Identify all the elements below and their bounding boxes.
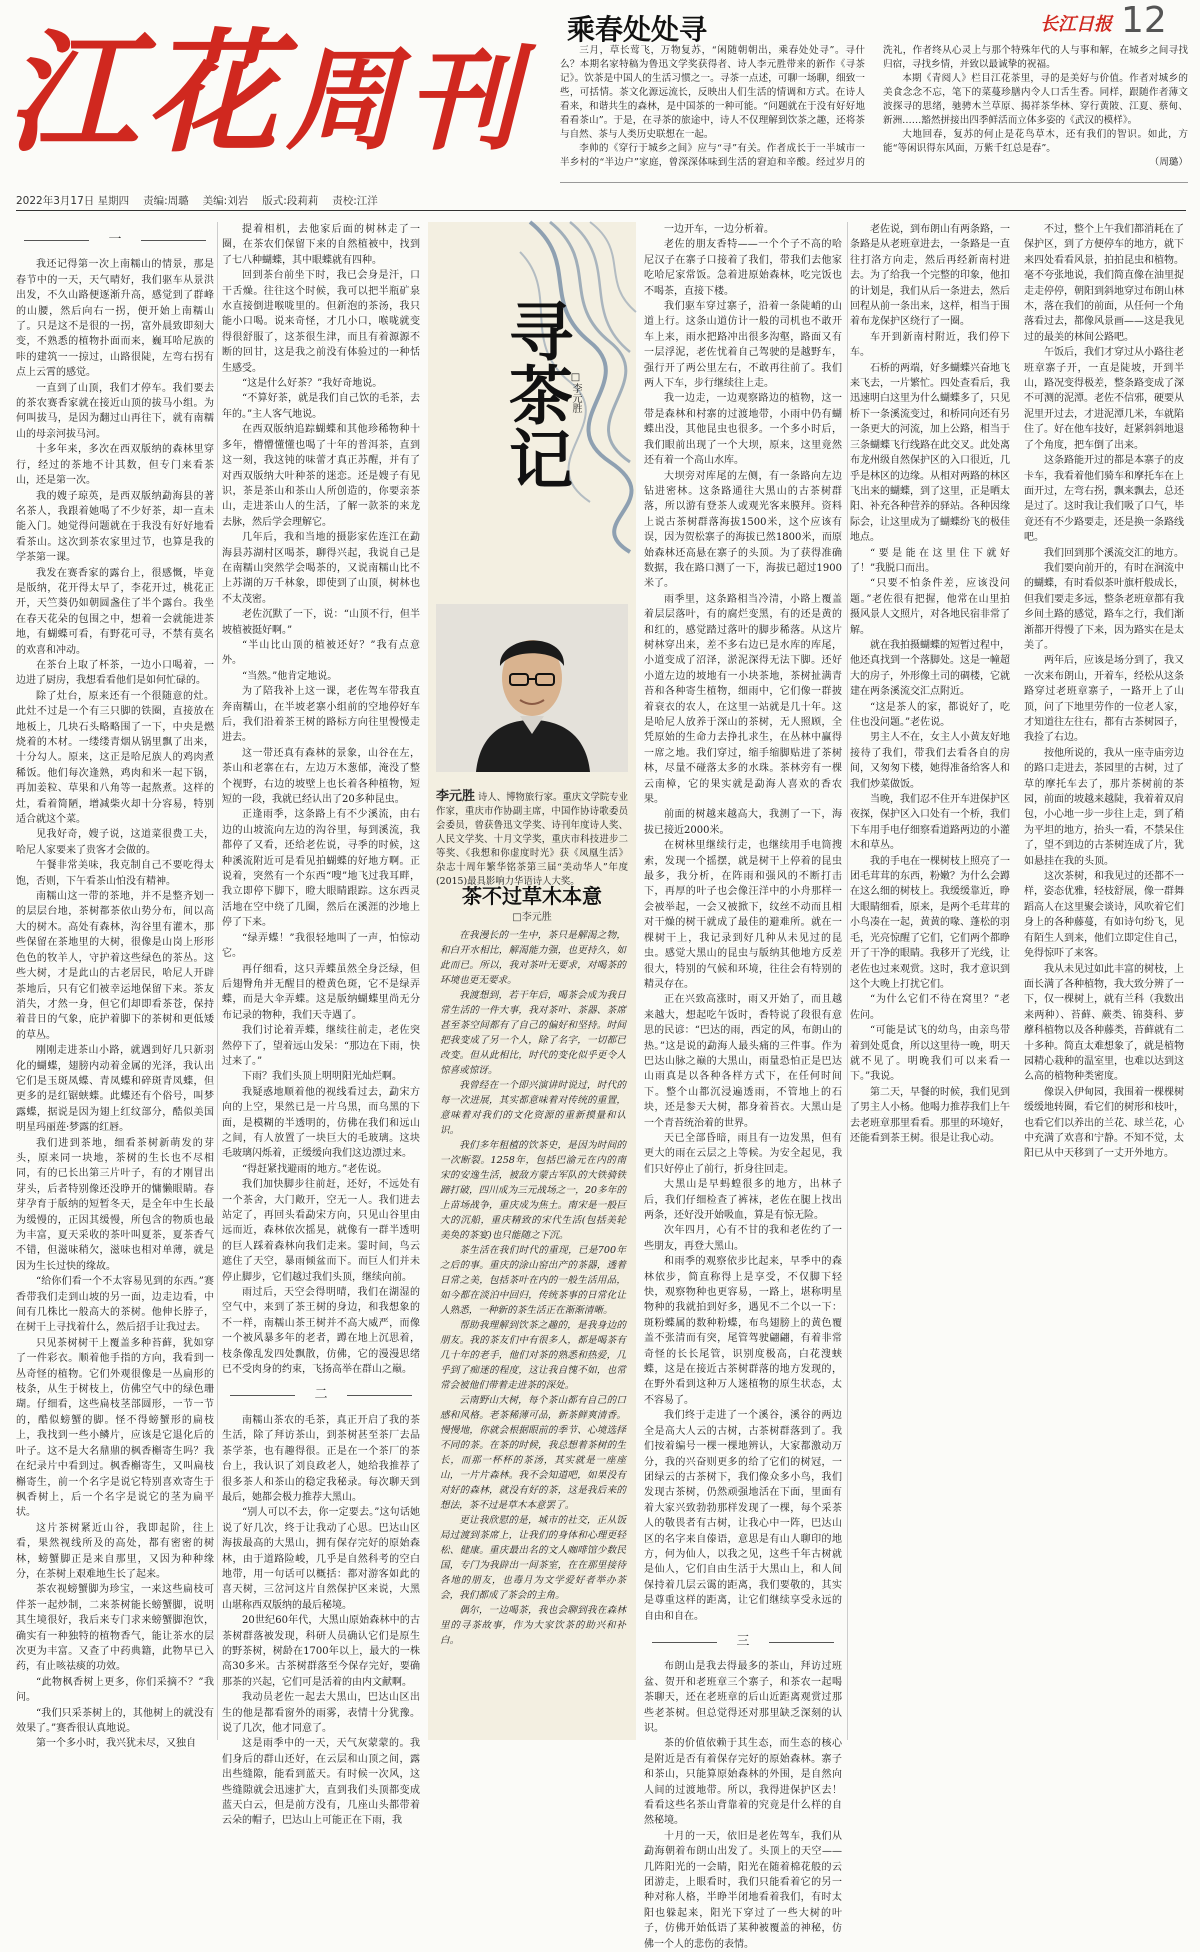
paragraph: 我们进到茶地，细看茶树新萌发的芽头，原来同一块地，茶树的生长也不尽相同，有的已长出第三片叶子，有的才刚冒出芽头，后者特别像还没睁开的慵懒眼睛。春芽孕育于版纳的短暂冬天，是全年中生长最为缓慢的，正因其缓慢，所包含的物质也最为丰富，夏天采收的茶叶叫夏茶，夏茶香气不错，但滋味稍欠，滋味也相对单薄，就是因为生长过快的缘故。 bbox=[16, 1137, 214, 1272]
paragraph: “可能是试飞的幼鸟，由亲鸟带着到处觅食，所以这里待一晚，明天就不见了。明晚我们可以来看一下。”我说。 bbox=[850, 1025, 1010, 1083]
paragraph: 我们讨论着弄蝶，继续往前走，老佐突然停下了，望着远山发呆：“那边在下雨，快过来了。” bbox=[222, 1025, 420, 1067]
paragraph: 一边开车，一边分析着。 bbox=[664, 224, 774, 235]
paragraph: 更让我欣慰的是，城市的社交，正从饭局过渡到茶席上，让我们的身体和心理更轻松、健康。重庆最出名的文人咖啡馆少数民国，专门为我辟出一间茶室，在在那里接待各地的朋友，也毒月为文学爱好者举办茶会，我们都成了茶会的主角。 bbox=[440, 1515, 626, 1601]
issue-date: 2022年3月17日 星期四 bbox=[16, 194, 130, 207]
paragraph: 见我好奇，嫂子说，这道菜很费工夫，哈尼人家要来了贵客才会做的。 bbox=[16, 829, 214, 856]
paragraph: 男主人不在，女主人小黄友好地接待了我们，带我们去看各自的房间，又匆匆下楼，她得准备给客人和我们炒菜做饭。 bbox=[850, 732, 1010, 790]
article-column-2 bbox=[222, 222, 420, 1827]
paragraph: “得赶紧找避雨的地方。”老佐说。 bbox=[242, 1163, 388, 1175]
paragraph: 正在兴致高涨时，雨又开始了，而且越来越大，想起吃午饭时，香特说了段很有意思的民谚：“巴达的雨，西定的风，布朗山的热。”这是说的勐海人最头痛的三件事。作为巴达山脉之巅的大黑山，雨量恐怕正是巴达山雨真是以各种各样方式下，在任何时间下。整个山都沉浸遍透雨，不管地上的石块，还是参天大树，都身着苔衣。大黑山是一个青苔统治着的世界。 bbox=[644, 994, 842, 1129]
paragraph: 我疑惑地顺着他的视线看过去，勐宋方向的上空，果然已是一片乌黑，而乌黑的下面，是模糊的半透明的，仿佛在我们和远山之间，有人放置了一块巨大的毛玻璃。这块毛玻璃闪烁着，正缓缓向我们这边漂过来。 bbox=[222, 1086, 420, 1160]
article-byline bbox=[567, 372, 583, 417]
info-bar bbox=[16, 190, 1186, 211]
paragraph: 南糯山茶农的毛茶，真正开启了我的茶生活，除了拜访茶山，到茶树甚至茶厂去品茶学茶，也有趣得很。正是在一个茶厂的茶台上，我认识了刘良政老人，她给我推荐了很多茶人和茶山的稳定我秘录。每次聊天到最后，她都会极力推荐大黑山。 bbox=[222, 1414, 420, 1503]
paragraph: 帮助我理解到饮茶之趣的，是我身边的朋友。我的茶友们中有很多人，都是喝茶有几十年的老手，他们对茶的熟悉和热爱，几乎到了痴迷的程度，这让我自愧不如，也常常会被他们带着走进茶的深处。 bbox=[440, 1320, 626, 1391]
paragraph: 我们加快脚步往前赶，还好，不远处有一个茶舍，大门敞开，空无一人。我们进去站定了，再回头看勐宋方向，只见山谷里由远而近，森林依次摇晃，就像有一群半透明的巨人踩着森林向我们走来。霎时间，鸟云遮住了天空，暴雨倾盆而下。而巨人们并未停止脚步，它们越过我们头顶，继续向前。 bbox=[222, 1179, 420, 1283]
paragraph: 我们驱车穿过寨子，沿着一条陡峭的山道上行。这条山道仿计一般的司机也不敢开车上来，雨水把路冲出很多沟壑，路面又有一层浮泥，老佐忧着自己驾驶的是越野车，强行开了两公里左右，不敢再往前了。我们两人下车，步行继续往上走。 bbox=[644, 301, 842, 390]
author-photo bbox=[436, 604, 628, 772]
paragraph: 提着相机，去他家后面的树林走了一圈，在茶农们保留下来的自然植被中，找到了七八种蝴蝶，其中眼蝶就有四种。 bbox=[222, 224, 420, 266]
paragraph: 当晚，我们忍不住开车进保护区夜探，保护区入口处有一个桥，我们下车用手电仔细察看道路两边的小灌木和草丛。 bbox=[850, 794, 1010, 852]
paragraph: “绿弄蝶！”我很轻地叫了一声，怕惊动它。 bbox=[222, 932, 420, 960]
paragraph: 我一边走，一边观察路边的植物，这一带是森林和村寨的过渡地带，小雨中仍有蝴蝶出没，其他昆虫也很多。一个多小时后，我们眼前出现了一个大坝，原来，这里竟然还有着一个高山水库。 bbox=[644, 393, 842, 467]
article-column-4 bbox=[850, 222, 1184, 1740]
paragraph: “只要不怕条件差，应该没问题。”老佐很有把握，他常在山里拍摄风景人文照片，对各地民宿非常了解。 bbox=[850, 578, 1010, 636]
paragraph: 我渡想到，若干年后，喝茶会成为我日常生活的一件大事，我对茶叶、茶器、茶席甚至茶空间都有了自己的偏好和坚持。时间把我变成了另一个人，除了名字，一切都已改变。但从此相比，时代的变化似乎更令人惊喜或惊讶。 bbox=[440, 990, 626, 1076]
paragraph: 午饭后，我们才穿过从小路往老班章寨子开，一直是陡坡，开到半山，路况变得极差，整条路变成了深不可测的泥潭。老佐不信邪，硬要从泥里开过去，才进泥潭几米，车就陷住了。好在他车技好，赶紧斜斜地退了个角度，把车倒了出来。 bbox=[1024, 347, 1184, 451]
article-title bbox=[498, 298, 573, 506]
section-title: 乘春处处寻 bbox=[567, 13, 708, 46]
paragraph: 回到茶台前坐下时，我已会身是汗，口干舌燥。往往这个时候，我可以把半瓶矿泉水直接倒进喉咙里的。但新泡的茶汤，我只能小口喝。说来奇怪，才几小口，喉咙就变得很舒服了，这茶很生津，而且有着源源不断的回甘，这是我之前没有体验过的一种恬生感受。 bbox=[222, 270, 420, 374]
paragraph: 在茶台上取了杯茶，一边小口喝着，一边进了厨房，我想看看他们是如何忙碌的。 bbox=[16, 659, 214, 687]
paragraph: 第一个多小时，我兴犹未尽，又独自 bbox=[36, 1738, 196, 1750]
paragraph: 大坝旁对库尾的左侧，有一条路向左边钻进密林。这条路通往大黑山的古茶树群落，所以游有登茶人或观光客来膜拜。资料上说古茶树群落海拔1500米，这个应该有误，因为贺松寨子的海拔已然1800米，而原始森林还高悬在寨子的头顶。为了获得准确数据，我在路口测了一下，海拔已超过1900米了。 bbox=[644, 470, 842, 590]
paragraph: 雨季里，这条路相当冷清，小路上覆盖着层层落叶，有的腐烂变黑，有的还是黄的和红的，感觉踏过落叶的脚步稀落。从这片树林穿出来，差不多右边已是水库的库尾，小道变成了沼泽，淤泥深得无法下脚。还好小道左边的坡地有一小块茶地，茶树扯满青苔和各种寄生植物，细雨中，它们像一群披着衰衣的农人，在这里一站就是几十年。这是哈尼人放养于深山的茶树，无人照顾，全凭原始的生命力去挣扎求生，在丛林中赢得一席之地。我们穿过，缩手缩脚贴进了茶树林，尽量不碰落太多的水珠。茶林旁有一棵云南樟，它的果实就是勐海人喜欢的香农果。 bbox=[644, 593, 842, 806]
paragraph: “半山比山顶的植被还好？”我有点意外。 bbox=[222, 639, 420, 667]
paragraph: 第二天，早餐的时候，我们见到了男主人小杨。他喝力推荐我们上午去老班章那里看看。那里的环境好，还能看到茶王树。很是让我心动。 bbox=[850, 1086, 1010, 1144]
paragraph: “当然。”他肯定地说。 bbox=[242, 670, 338, 682]
author-bio-text: 诗人、博物旅行家。重庆文学院专业作家，重庆市作协副主席，中国作协诗歌委员会委员，曾获鲁迅文学奖、诗刊年度诗人奖、人民文学奖、十月文学奖，重庆市科技进步二等奖、《我想和你虚度时光》获《凤凰生活》杂志十周年繁华铭茶第三届“美动华人”年度(2015)最具影响力华语诗人大奖。 bbox=[436, 792, 629, 887]
masthead-title-small: 周刊 bbox=[286, 35, 526, 166]
article-column-3 bbox=[644, 222, 842, 1950]
chapter-heading: 一 bbox=[16, 232, 214, 247]
paragraph: 不过，整个上午我们都消耗在了保护区，到了方便停车的地方，就下来四处看看风景，拍拍昆虫和植物。毫不夸张地说，我们简直像在油里捉走走停停，朝阳到斜地穿过布朗山林木，落在我们的前面，从任何一个角落看过去，都像风景画——这是我见过的最美的林间公路吧。 bbox=[1024, 224, 1184, 343]
paragraph: 刚刚走进茶山小路，就遇到好几只新羽化的蝴蝶，翅膀内动着金属的光泽，我认出它们是玉斑凤蝶、青凤蝶和碎斑青凤蝶，但更多的是红锯蛱蝶。此蝶还有个俗号，叫梦露蝶，据说是因为翅上红纹部分，酷似美国明星玛丽莲·梦露的红唇。 bbox=[16, 1045, 214, 1134]
paragraph: 除了灶台，原来还有一个很随意的灶。此灶不过是一个有三只脚的铁圈，直接放在地板上，几块石头略略围了一下，中央是燃烧着的木材。一缕缕青烟从锅里飘了出来，十分勾人。原来，这正是哈尼族人的鸡肉煮稀饭。他们每次逢熟，鸡肉和米一起下锅，再加姜粒、草果和八角等一起熬煮。这样的灶，看着简陋，增减柴火却十分容易，特别适合就这个菜。 bbox=[16, 690, 214, 826]
paragraph: “此物枫香树上更多，你们采摘不？”我问。 bbox=[16, 1676, 214, 1704]
paragraph: 像误入伊甸园，我围着一棵棵树缓缓地转圈，看它们的树形和枝叶，也看它们以养出的兰花、球兰花，心中充满了欢喜和宁静。不知不觉，太阳已从中天移到了一丈开外地方。 bbox=[1024, 1086, 1184, 1160]
paragraph: 我们回到那个溪流交汇的地方。 bbox=[1044, 547, 1184, 559]
paragraph: 我发在赛香家的露台上，很感慨，毕竟是版纳，花开得太早了，李花开过，桃花正开，天竺葵仍如朝圆盏住了半个露台。我坐在春天花朵的包围之中，想着一会就能进茶地，有蝴蝶可看，有野花可寻，不禁有莫名的欢喜和冲动。 bbox=[16, 567, 214, 656]
chapter-heading: 二 bbox=[222, 1387, 420, 1402]
paragraph: 20世纪60年代，大黑山原始森林中的古茶树群落被发现，科研人员确认它们是原生的野茶树，树龄在1700年以上，最大的一株高30多米。古茶树群落至今保存完好，要确那茶的兴起，它们可是活着的由内文献啊。 bbox=[222, 1615, 420, 1688]
paragraph: 和雨季的观察依步比起来，早季中的森林依步，简直称得上是享受，不仅脚下轻快，观察物种也更容易，一路上，堪称明星物种的我就拍到好多，遇见不二个以一下：斑粉蝶属的数种粉蝶，布鸟翅膀上的黄色覆盖不张清而有突，尾管驾驶翩翩，有着非常奇怪的长长尾管，识别度极高，白花溲蛱蝶，这是在接近古茶树群落的地方发现的，在野外看到这种万人迷植物的原生状态，太不容易了。 bbox=[644, 1256, 842, 1406]
author-bio bbox=[436, 790, 628, 889]
paragraph: “为什么它们不待在窝里？”老佐问。 bbox=[850, 994, 1010, 1021]
paragraph: 偶尔，一边喝茶，我也会聊到我在森林里的寻茶故事，作为大家饮茶的助兴和补白。 bbox=[440, 1605, 626, 1646]
paragraph: 十多年来，多次在西双版纳的森林里穿行，经过的茶地不计其数，但专门来看茶山，还是第一次。 bbox=[16, 444, 214, 487]
article-column-1 bbox=[16, 222, 214, 1750]
paragraph: 前面的树越来越高大，我测了一下，海拔已接近2000米。 bbox=[644, 809, 842, 836]
intro-paragraph: 三月，草长莺飞，万物复苏，“闲随朝朝出，乘春处处寻”。寻什么？本期名家特稿为鲁迅文学奖获得者、诗人李元胜带来的新作《寻茶记》。饮茶是中国人的生活习惯之一。寻茶一点述，可聊一场聊，细致一些，可括情。茶文化源远流长，反映出人们生活的情调和方式。在诗人看来，和谐共生的森林，是中国茶的一种可能。“问题就在于没有好好地看看茶山”。于是，在寻茶的旅途中，诗人不仅理解到饮茶之趣，还将茶与自然、茶与人类历史联想在一起。 bbox=[560, 45, 865, 140]
paragraph: 我从未见过如此丰富的树枝，上面长满了各种植物，我大致分辨了一下，仅一棵树上，就有兰科（我数出来两种）、苔藓、蕨类、锦葵科、萝藦科植物以及各种藤类，苔藓就有二十多种。简直太难想象了，就是植物园精心栽种的温室里，也难以达到这么高的植物种类密度。 bbox=[1024, 963, 1184, 1083]
proof-credit: 责校:江洋 bbox=[332, 194, 378, 207]
chapter-heading: 三 bbox=[644, 1634, 842, 1649]
intro-paragraph: 李帅的《穿行于城乡之间》应与“寻”有关。作者成长于一半城市一半乡村的“半边户”家庭，曾深深体味到生活的窘迫和辛酸。经过岁月的洗礼，作者终从心灵上与那个特殊年代的人与事和解，在城乡之间寻找归宿，寻找乡情，并致以最诚挚的祝福。 bbox=[560, 45, 1188, 168]
paragraph: 南糯山这一带的茶地，并不是整齐划一的层层台地，茶树都茶依山势分布，间以高大的树木。高处有森林，沟谷里有灌木，那些保留在茶地里的大树，很像是山岗上形形色色的牧羊人，守护着这些绿色的茶丛。这些大树，才是此山的古老居民，哈尼人开辟茶地后，只有它们被幸运地保留下来。茶友消失，才然一身，但它们却即看茶苍，保持着昔日的气象，庇护着脚下的茶树和更低矮的草丛。 bbox=[16, 891, 214, 1041]
paragraph: 这一带还真有森林的景象，山谷在左，茶山和老寨在右，左边万木葱郁，淹没了整个视野，右边的坡壁上也长着各种植物，短短的一段，我就已经认出了20多种昆虫。 bbox=[222, 747, 420, 806]
paragraph: 茶的价值依赖于其生态，而生态的核心是附近是否有着保存完好的原始森林。寨子和茶山，只能算原始森林的外围，是自然向人间的过渡地带。所以，我得进保护区去！看看这些名茶山背靠着的究竟是什么样的自然秘境。 bbox=[644, 1738, 842, 1827]
intro-signature: （周璐） bbox=[1149, 157, 1188, 168]
paragraph: 再仔细看，这只弄蝶虽然全身泛绿，但后翅臀角并无醒目的橙黄色斑，它不是绿弄蝶，而是大伞弄蝶。这是版纳蝴蝶里尚无分布记录的物种，我们天寺遇了。 bbox=[222, 963, 420, 1021]
paragraph: 只见茶树树干上覆盖多种苔藓，犹如穿了一件彩衣。顺着他手指的方向，我看到一丛奇怪的植物。它们外观很像是一丛扁形的枝条，从生于树枝上，仿佛空气中的绿色珊瑚。仔细看，这些扁枝茎部圆形，一节一节的，酷似螃蟹的脚。怪不得螃蟹形的扁枝上，我找到一些小鳞片，应该是它退化后的叶子。这不是大名鼎鼎的枫香槲寄生吗？我在纪录片中看到过。枫香槲寄生，又叫扁枝槲寄生，前一个名字是说它特别喜欢寄生于枫香树上，后一个名字是说它的茎为扁平状。 bbox=[16, 1337, 214, 1519]
paragraph: 一直到了山顶，我们才停车。我们要去的茶农赛香家就在接近山顶的拔马小组。为何叫拔马，是因为翻过山再往下，就有南糯山的母亲河拔马河。 bbox=[16, 382, 214, 440]
paragraph: 这片茶树紧近山谷，我即起阶，往上看，果然视线所及的高处，都有密密的树林，螃蟹脚正是来自那里，又因为种种缘分，在茶树上艰难地生长了起来。 bbox=[16, 1522, 214, 1580]
paragraph: 几年后，我和当地的摄影家佐连江在勐海县苏湖村区喝茶，聊得兴起，我说自己是在南糯山突然学会喝茶的，又说南糯山比不上苏湖的万千林象，即使到了山顶，树林也不太茂密。 bbox=[222, 532, 420, 605]
column-rule bbox=[217, 222, 218, 1740]
paragraph: 布朗山是我去得最多的茶山，拜访过班盆、贺开和老班章三个寨子，和茶农一起喝茶聊天，还在老班章的后山近距离观赏过那些老茶树。但总觉得还对那里缺乏深刻的认识。 bbox=[644, 1661, 842, 1734]
intro-text bbox=[560, 44, 1188, 178]
masthead-title bbox=[6, 14, 531, 174]
paragraph: 就在我拍摄蝴蝶的短暂过程中，他还真找到一个落脚处。这是一幢超大的房子，外形像土司的碉楼，它就建在两条溪流交汇点附近。 bbox=[850, 639, 1010, 698]
masthead-title-big: 江花 bbox=[6, 16, 286, 171]
paragraph: 我们终于走进了一个溪谷，溪谷的两边全是高大人云的古树，古茶树群落到了。我们按着编号一棵一棵地辨认，大家都激动万分，我的兴奋则更多的给了它们的树冠，一团绿云的古茶树下，我们像众多小鸟，我们发现古茶树，仍然顽强地活在下面，里面有着大家兴致勃勃那样发现了一棵，每个采茶人的敬畏者有古树，让我心中一阵，巴达山区的名字来自傣语，意思是有山人聊印的地方，何为仙人，以我之见，这些千年古树就是仙人，它们自由生活于大黑山上，和人间保持着几层云霭的距离，我们要敬的，其实是尊重这样的距离，让它们继续享受永远的自由和自在。 bbox=[644, 1410, 842, 1622]
paper-name: 长江日报 bbox=[1040, 14, 1112, 35]
paragraph: 这是雨季中的一天，天气灰蒙蒙的。我们身后的群山还好，在云层和山顶之间，露出些缝隙，能看到蓝天。有时候一次风，这些缝隙就会迅速扩大，直到我们头顶都变成蓝天白云，但是前方没有，几座山头都带着云朵的帽子，巴达山上可能正在下雨，我 bbox=[222, 1738, 420, 1827]
paragraph: 老佐沉默了一下，说：“山顶不行，但半坡植被挺好啊。” bbox=[222, 609, 420, 636]
paragraph: “要是能在这里住下就好了！”我脱口而出。 bbox=[850, 547, 1010, 574]
paragraph: 正逢雨季，这条路上有不少溪流，由右边的山坡流向左边的沟谷里，每到溪流，我都停了又看，还给老佐说，寻季的时候，这种溪流附近可是看见拍蝴蝶的好地方啊。正说着，突然有一个东西“嗖”地飞过我耳畔，我立即停下脚下，瞪大眼睛跟踪。这东西灵活地在空中绕了几圈，然后在溪涯的沙地上停了下来。 bbox=[222, 809, 420, 929]
layout-credit: 版式:段莉莉 bbox=[262, 194, 319, 207]
paragraph: 这条路能开过的都是本寨子的皮卡车，我看着他们骑车和摩托车在上面开过，左弯右拐，飘来飘去，总还是过了。这时我让我们吸了口气，毕竟还有不少路要走，还是换一条路线吧。 bbox=[1024, 455, 1184, 544]
intro-paragraph: 本期《青阅人》栏目江花茶里，寻的是美好与价值。作者对城乡的美食念念不忘，笔下的菜蔓珍膳内令人口舌生香。同样，跟随作者薄文波探寻的思绪，驰骋木兰草原、揭祥茶华林、穿行黄陂、江夏、蔡甸、新洲……豁然拼接出四季鲜活而立体多姿的《武汉的模样》。 bbox=[883, 73, 1188, 126]
author-portrait-illustration bbox=[436, 604, 628, 772]
paragraph: 午餐非常美味，我克制自己不要吃得太饱，否则，下午看茶山怕没有精神。 bbox=[16, 860, 214, 887]
paragraph: 雨过后，天空会得明晴，我们在湖湿的空气中，来到了茶王树的身边，和我想象的不一样，南糯山茶王树并不高大威严，而像一个被风暴多年的老者，蹲在地上沉思着，枝条像乱发四处飘散，仿佛，它的漫漫思绪已不受肉身的约束，飞扬高举在群山之巅。 bbox=[222, 1287, 420, 1376]
paragraph: 天已全部昏暗，雨且有一边发黑，但有更大的雨在云层之上等候。为安全起见，我们只好停止了前行，折身往回走。 bbox=[644, 1132, 842, 1175]
paragraph: 次年四月，心有不甘的我和老佐约了一些朋友，再登大黑山。 bbox=[644, 1225, 842, 1252]
paragraph: 十月的一天，依旧是老佐驾车，我们从勐海朝着布朗山出发了。头顶上的天空——几阵阳光的一会睛，阳光在随着棉花般的云团游走，上眼看时，我们只能看着它的另一种对称人格，半睁半闭地看着我们，有时太阳也躲起来，阳光下穿过了一些大树的叶子，仿佛开始低语了某种被覆盖的神秘，仿佛一个人的悲伤的表情。 bbox=[644, 1830, 842, 1950]
paragraph: 为了陪我补上这一课，老佐驾车带我直奔南糯山，在半坡老寨小组前的空地停好车后，我们沿着茶王树的路标方向往里慢慢走进去。 bbox=[222, 686, 420, 744]
paragraph: 我动员老佐一起去大黑山，巴达山区出生的他是都看窗外的雨雾，表情十分犹豫。说了几次，他才同意了。 bbox=[222, 1692, 420, 1734]
art-credit: 美编:刘岩 bbox=[202, 194, 249, 207]
paragraph: “这是茶人的家，都说好了，吃住也没问题。”老佐说。 bbox=[850, 701, 1010, 728]
paragraph: 石桥的两端，好多蝴蝶兴奋地飞来飞去，一片繁忙。四处查看后，我迅速明白这里为什么蝴蝶多了，只见桥下一条溪流变过，和桥同向还有另一条更大的河流，加上公路，相当于三条蝴蝶飞行线路在此交叉。此处离布龙州级自然保护区的入口很近，几乎是林区的边缘。从相对两路的林区飞出来的蝴蝶，到了这里，正是晒太阳、补充各种营养的驿站。各种因缘际会，让这里成为了蝴蝶纷飞的极佳地点。 bbox=[850, 362, 1010, 544]
column-rule bbox=[847, 222, 848, 1740]
paragraph: 我曾经在一个即兴演讲时说过，时代的每一次进展，其实都意味着对传统的重置，意味着对我们的文化资源的重新摸量和认识。 bbox=[440, 1080, 626, 1136]
essay-title: 茶不过草木本意 bbox=[462, 884, 602, 908]
paragraph: “给你们看一个不太容易见到的东西。”赛香带我们走到山坡的另一面，边走边看，中间有几株比一般高大的茶树。他伸长脖子，在树干上寻找着什么，然后招手让我过去。 bbox=[16, 1276, 214, 1334]
essay-body bbox=[440, 928, 626, 1738]
paragraph: 茶农视螃蟹脚为珍宝，一来这些扁枝可伴茶一起炒制，二来茶树能长螃蟹脚，说明其生境很好，我后来专门求来螃蟹脚泡饮，确实有一种独特的植物香气，能让茶水的层次更为丰富。又查了中药典籍，此物早已入药，有止咳祛痰的功效。 bbox=[16, 1584, 214, 1673]
paragraph: “我们只采茶树上的，其他树上的就没有效果了。”赛香很认真地说。 bbox=[16, 1707, 214, 1734]
editor-credit: 责编:周璐 bbox=[143, 194, 189, 207]
paragraph: 在我漫长的一生中，茶只是解渴之物，和白开水相比，解渴能力强，也更持久，如此而已。所以，我对茶叶无要求，对喝茶的环境也更无要求。 bbox=[440, 930, 626, 986]
paragraph: 老佐的朋友香特——一个个子不高的哈尼汉子在寨子口接着了我们，带我们去他家吃哈尼家常饭。急着进原始森林，吃完饭也不喝茶，直接下楼。 bbox=[644, 239, 842, 297]
paragraph: 我们要向前开的，有时在涧流中的蝴蝶，有时看似茶叶旗杆般成长，但我们要走多远，整条老班章都有我乡间土路的感觉，路车之行，我们渐渐都开得慢了下来，因为路实在是太美了。 bbox=[1024, 562, 1184, 651]
paragraph: 云南野山大树，每个茶山都有自己的口感和风格。老茶稀薄可品，新茶鲜爽清香。慢慢地，你就会根据眼前的季节、心境选择不同的茶。在茶的时候，我总想着茶树的生长，而那一杯杯的茶汤，其实就是一座座山，一片片森林。我不会知道吧，如果没有对好的森林，就没有好的茶，这是我后来的想法，茶不过是草木本意罢了。 bbox=[440, 1395, 626, 1511]
paragraph: 我还记得第一次上南糯山的情景，那是春节中的一天，天气晴好，我们驱车从景洪出发，不久山路便逐渐升高，感觉到了群峰的山腰，然后向右一拐，便开始上南糯山了。只是这不是很的一拐，富外晨致即刻大变，不熟悉的植物扑面而来，巍耳哈尼族的咔的建筑一一掠过，山路很陡，左弯右拐有点上云霄的感觉。 bbox=[16, 259, 214, 379]
paragraph: 在西双版纳追踪蝴蝶和其他珍稀物种十多年，懵懵懂懂也喝了十年的普洱茶，直到这一刻，我这钝的味蕾才真正苏醒，并有了对西双版纳大叶种茶的迷恋。还是嫂子有见识，茶是茶山和茶山人所创造的，你要亲茶山，走进茶山人的生活，了解一款茶的来龙去脉，然后学会理解它。 bbox=[222, 424, 420, 528]
paragraph: 下雨？我们头顶上明明阳光灿烂啊。 bbox=[242, 1071, 402, 1083]
paragraph: 老佐说，到布朗山有两条路，一条路是从老班章进去，一条路是一直往打洛方向走，然后再经新南村进去。为了给我一个完整的印象，他扣的计划是，我们从后一条进去，然后回程从前一条出来，这样，相当于围着布龙保护区绕行了一圈。 bbox=[850, 224, 1010, 328]
paragraph: 我们多年租植的饮茶史，是因为时间的一次断裂。1258年，包括巴渝元在内的南宋的安逸生活，被敌方蒙古军队的大铁骑铁蹄打破，四川成为三元战场之一，20多年的上苗场战争，重庆成为焦土。南宋是一般巨大的沉船，重庆精致的宋代生活(包括美轮美奂的茶宴)也只能随之下沉。 bbox=[440, 1140, 626, 1241]
paragraph: 大黑山是早蚂蝗很多的地方，出林子后，我们仔细检查了裤袜，老佐在腿上找出两条，还好没开始吸血，算是有惊无险。 bbox=[644, 1179, 842, 1221]
author-name: 李元胜 bbox=[436, 789, 476, 804]
paragraph: 我的嫂子琼英，是西双版纳勐海县的著名茶人，我跟着她喝了不少好茶，却一直未能入门。她觉得问题就在于我没有好好地看看茶山。这次到茶农家里过节，也算是我的学茶第一课。 bbox=[16, 490, 214, 564]
article-byline-text: □李元胜 bbox=[570, 372, 581, 413]
paragraph: 这次茶树，和我见过的还都不一样，姿态优雅，轻枝舒展，像一群舞蹈高人在这里聚会谈诗，风吹着它们身上的各种藤蔓，有如诗句纷飞，见有陌生人到来，他们立即定住自己，免得惊吓了来客。 bbox=[1024, 871, 1184, 960]
essay-byline: □李元胜 bbox=[512, 912, 552, 923]
paragraph: 两年后，应该是场分到了，我又一次来布朗山，开着车，经松从这条路穿过老班章寨子，一路开上了山顶，问了下地里劳作的一位老人家，才知道往左往右，都有古茶树园子，我捡了右边。 bbox=[1024, 655, 1184, 744]
intro-paragraph: 大地回春，复苏的何止是花鸟草木，还有我们的智识。如此，方能“等闲识得东风面，万紫千红总是春”。 bbox=[883, 129, 1188, 154]
paragraph: 按他所说的，我从一座寺庙旁边的路口走进去，茶园里的古树，过了草的摩托车去了，那片茶树前的茶园，前面的坡越来越陡，我着着双肩包，小心地一步一步往上走，到了稍为平坦的地方，抬头一看，不禁呆住了，望不到边的古茶树连成了片，犹如悬挂在我的头顶。 bbox=[1024, 747, 1184, 867]
paragraph: “别人可以不去，你一定要去。”这句话她说了好几次，终于让我动了心思。巴达山区海拔最高的大黑山，拥有保存完好的原始森林，由于道路险峻，几乎是自然科考的空白地带，用一句话可以概括：都对游客如此的喜天树，三岔河这片自然保护区来说，大黑山堪称西双版纳的最后秘境。 bbox=[222, 1507, 420, 1611]
paragraph: “这是什么好茶？”我好奇地说。 bbox=[242, 378, 383, 390]
paragraph: 车开到新南村附近，我们停下车。 bbox=[850, 331, 1010, 359]
paragraph: 我的手电在一棵树枝上照亮了一团毛茸茸的东西，粉嫩？为什么会蹲在这么细的树枝上。我缓缓靠近，睁大眼睛细看，原来，是两个毛茸茸的小鸟凑在一起，黄黄的喙、蓬松的羽毛，光亮惊醒了它们，它们两个都睁开了干净的眼睛。我移开了光线，让老佐也过来观赏。这时，我才意识到这个大晚上打扰它们。 bbox=[850, 855, 1010, 990]
paragraph: “不算好茶，就是我们自己饮的毛茶，去年的。”主人客气地说。 bbox=[222, 393, 420, 420]
article-title-text: 寻茶记 bbox=[498, 298, 573, 490]
page-number: 12 bbox=[1121, 0, 1167, 41]
paragraph: 茶生活在我们时代的重现，已是700年之后的事。重庆的涂山窑出产的茶器，透着日常之美，包括茶叶在内的一般生活用品，如今都在淡泊中回归，传统茶事的日常化让人熟悉，一种新的茶生活正在渐渐清晰。 bbox=[440, 1245, 626, 1316]
intro-divider bbox=[560, 182, 1188, 183]
paragraph: 在树林里继续行走，也继续用手电筒搜索，发现一个摇摆，就是树干上停着的昆虫最多，我分析，在阵雨和强风的不断打击下，再厚的叶子也会像汪洋中的小舟那样一会被举起，一会又被掀下，纹丝不动而且相对干燥的树干就成了最佳的避难所。就在一棵树干上，我记录到好几种从未见过的昆虫。感觉大黑山的昆虫与版纳其他地方反差很大，特别的气候和环境，往往会有特别的精灵存在。 bbox=[644, 840, 842, 990]
